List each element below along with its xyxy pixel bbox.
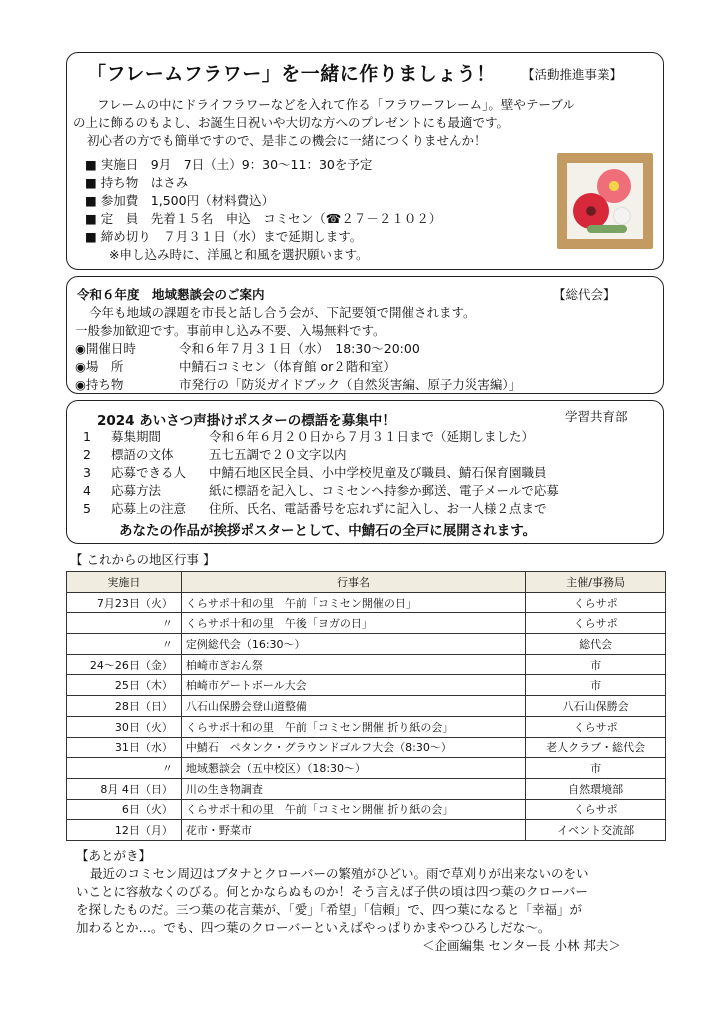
slogan-item-num: 5 [83, 501, 91, 516]
poster-slogan-section [66, 400, 664, 544]
event-name-cell: 花市・野菜市 [181, 820, 525, 841]
detail-item: ■ 持ち物 はさみ [85, 175, 189, 190]
selection-note: ※申し込み時に、洋風と和風を選択願います。 [109, 247, 369, 262]
table-row [67, 716, 666, 737]
event-name-cell: 中鯖石 ペタンク・グラウンドゴルフ大会（8:30～） [181, 737, 525, 758]
meeting-body: 一般参加歓迎です。事前申し込み不要、入場無料です。 [75, 323, 386, 338]
slogan-item-value: 中鯖石地区民全員、小中学校児童及び職員、鯖石保育園職員 [209, 465, 547, 480]
detail-item: ■ 参加費 1,500円（材料費込） [85, 193, 275, 208]
afterword-line: を探したものだ。三つ葉の花言葉が、「愛」「希望」「信頼」で、四つ葉になると「幸福」が [76, 902, 583, 917]
meeting-detail-value: 令和６年７月３１日（水） 18:30～20:00 [179, 341, 420, 356]
event-organizer-cell: 市 [526, 758, 666, 779]
slogan-closing: あなたの作品が挨拶ポスターとして、中鯖石の全戸に展開されます。 [119, 523, 537, 539]
detail-item: ■ 定 員 先着１５名 申込 コミセン（☎２７－２１０２） [85, 211, 442, 226]
event-date-cell: 12日（月） [67, 820, 182, 841]
flower-frame-photo [557, 153, 653, 249]
meeting-detail-label: ◉開催日時 [75, 341, 136, 356]
community-meeting-section [66, 276, 664, 394]
flower-frame-section [66, 52, 664, 270]
intro-line: の上に飾るのもよし、お誕生日祝いや大切な方へのプレゼントにも最適です。 [73, 115, 510, 130]
event-name-cell: 柏崎市ぎおん祭 [181, 654, 525, 675]
table-row [67, 758, 666, 779]
event-name-cell: 川の生き物調査 [181, 778, 525, 799]
afterword-line: 最近のコミセン周辺はブタナとクローバーの繁殖がひどい。雨で草刈りが出来ないのをい [90, 866, 589, 881]
event-date-cell: 〃 [67, 758, 182, 779]
slogan-item-num: 4 [83, 483, 91, 498]
slogan-title: 2024 あいさつ声掛けポスターの標語を募集中！ [97, 413, 396, 429]
flower-frame-title: 「フレームフラワー」を一緒に作りましょう！ [87, 63, 496, 85]
afterword-line: 加わるとか…。でも、四つ葉のクローバーといえばやっぱりかまやつひろしだな～。 [76, 920, 551, 935]
table-row [67, 592, 666, 613]
table-row [67, 675, 666, 696]
table-row [67, 820, 666, 841]
table-row [67, 634, 666, 655]
slogan-item-value: 五七五調で２０文字以内 [209, 447, 347, 462]
event-date-cell: 〃 [67, 634, 182, 655]
event-organizer-cell: くらサポ [526, 799, 666, 820]
slogan-item-value: 令和６年６月２０日から７月３１日まで（延期しました） [209, 429, 535, 444]
column-header: 実施日 [67, 572, 182, 593]
event-name-cell: 地域懇談会（五中校区）（18:30～） [181, 758, 525, 779]
meeting-detail-label: ◉場 所 [75, 359, 124, 374]
meeting-title: 令和６年度 地域懇談会のご案内 [77, 287, 265, 302]
event-date-cell: 24～26日（金） [67, 654, 182, 675]
event-date-cell: 6日（火） [67, 799, 182, 820]
event-organizer-cell: 自然環境部 [526, 778, 666, 799]
slogan-item-num: 3 [83, 465, 91, 480]
event-date-cell: 31日（水） [67, 737, 182, 758]
event-name-cell: くらサポ十和の里 午前「コミセン開催 折り紙の会」 [181, 799, 525, 820]
table-header-row [67, 572, 666, 593]
intro-line: フレームの中にドライフラワーなどを入れて作る「フラワーフレーム」。壁やテーブル [97, 97, 575, 112]
event-organizer-cell: 市 [526, 654, 666, 675]
intro-line: 初心者の方でも簡単ですので、是非この機会に一緒につくりませんか！ [87, 133, 487, 148]
event-date-cell: 28日（日） [67, 696, 182, 717]
meeting-detail-value: 市発行の「防災ガイドブック（自然災害編、原子力災害編）」 [179, 377, 522, 392]
flower-frame-tag: 【活動推進事業】 [522, 67, 623, 82]
slogan-tag: 学習共育部 [565, 409, 628, 424]
event-organizer-cell: くらサポ [526, 613, 666, 634]
event-organizer-cell: 市 [526, 675, 666, 696]
event-organizer-cell: イベント交流部 [526, 820, 666, 841]
slogan-item-value: 住所、氏名、電話番号を忘れずに記入し、お一人様２点まで [209, 501, 547, 516]
event-name-cell: 定例総代会（16:30～） [181, 634, 525, 655]
afterword-heading: 【あとがき】 [76, 848, 152, 863]
table-row [67, 696, 666, 717]
event-organizer-cell: 老人クラブ・総代会 [526, 737, 666, 758]
event-name-cell: くらサポ十和の里 午後「ヨガの日」 [181, 613, 525, 634]
slogan-item-label: 応募上の注意 [111, 501, 187, 516]
events-table [66, 571, 666, 841]
event-organizer-cell: 総代会 [526, 634, 666, 655]
detail-item: ■ 実施日 9月 7日（土）9：30～11：30を予定 [85, 157, 373, 172]
meeting-detail-label: ◉持ち物 [75, 377, 124, 392]
afterword-signature: ＜企画編集 センター長 小林 邦夫＞ [422, 938, 621, 953]
event-date-cell: 25日（木） [67, 675, 182, 696]
event-organizer-cell: くらサポ [526, 592, 666, 613]
event-name-cell: 柏崎市ゲートボール大会 [181, 675, 525, 696]
column-header: 主催/事務局 [526, 572, 666, 593]
slogan-item-label: 応募方法 [111, 483, 162, 498]
table-row [67, 778, 666, 799]
event-date-cell: 7月23日（火） [67, 592, 182, 613]
slogan-item-label: 標語の文体 [111, 447, 174, 462]
meeting-tag: 【総代会】 [553, 287, 616, 302]
table-row [67, 799, 666, 820]
afterword-line: いことに容赦なくのびる。何とかならぬものか！そう言えば子供の頃は四つ葉のクローバー [76, 884, 588, 899]
event-date-cell: 〃 [67, 613, 182, 634]
event-organizer-cell: くらサポ [526, 716, 666, 737]
event-name-cell: くらサポ十和の里 午前「コミセン開催の日」 [181, 592, 525, 613]
slogan-item-num: 2 [83, 447, 91, 462]
table-row [67, 613, 666, 634]
event-name-cell: くらサポ十和の里 午前「コミセン開催 折り紙の会」 [181, 716, 525, 737]
event-date-cell: 30日（火） [67, 716, 182, 737]
table-row [67, 654, 666, 675]
slogan-item-label: 応募できる人 [111, 465, 187, 480]
meeting-detail-value: 中鯖石コミセン（体育館 or２階和室） [179, 359, 396, 374]
slogan-item-value: 紙に標語を記入し、コミセンへ持参か郵送、電子メールで応募 [209, 483, 559, 498]
meeting-body: 今年も地域の課題を市長と話し合う会が、下記要領で開催されます。 [89, 305, 476, 320]
slogan-item-num: 1 [83, 429, 91, 444]
event-date-cell: 8月 4日（日） [67, 778, 182, 799]
detail-item: ■ 締め切り ７月３１日（水）まで延期します。 [85, 229, 363, 244]
event-organizer-cell: 八石山保勝会 [526, 696, 666, 717]
slogan-item-label: 募集期間 [111, 429, 162, 444]
events-body [67, 592, 666, 840]
column-header: 行事名 [181, 572, 525, 593]
table-row [67, 737, 666, 758]
events-heading: 【 これからの地区行事 】 [70, 552, 216, 567]
event-name-cell: 八石山保勝会登山道整備 [181, 696, 525, 717]
